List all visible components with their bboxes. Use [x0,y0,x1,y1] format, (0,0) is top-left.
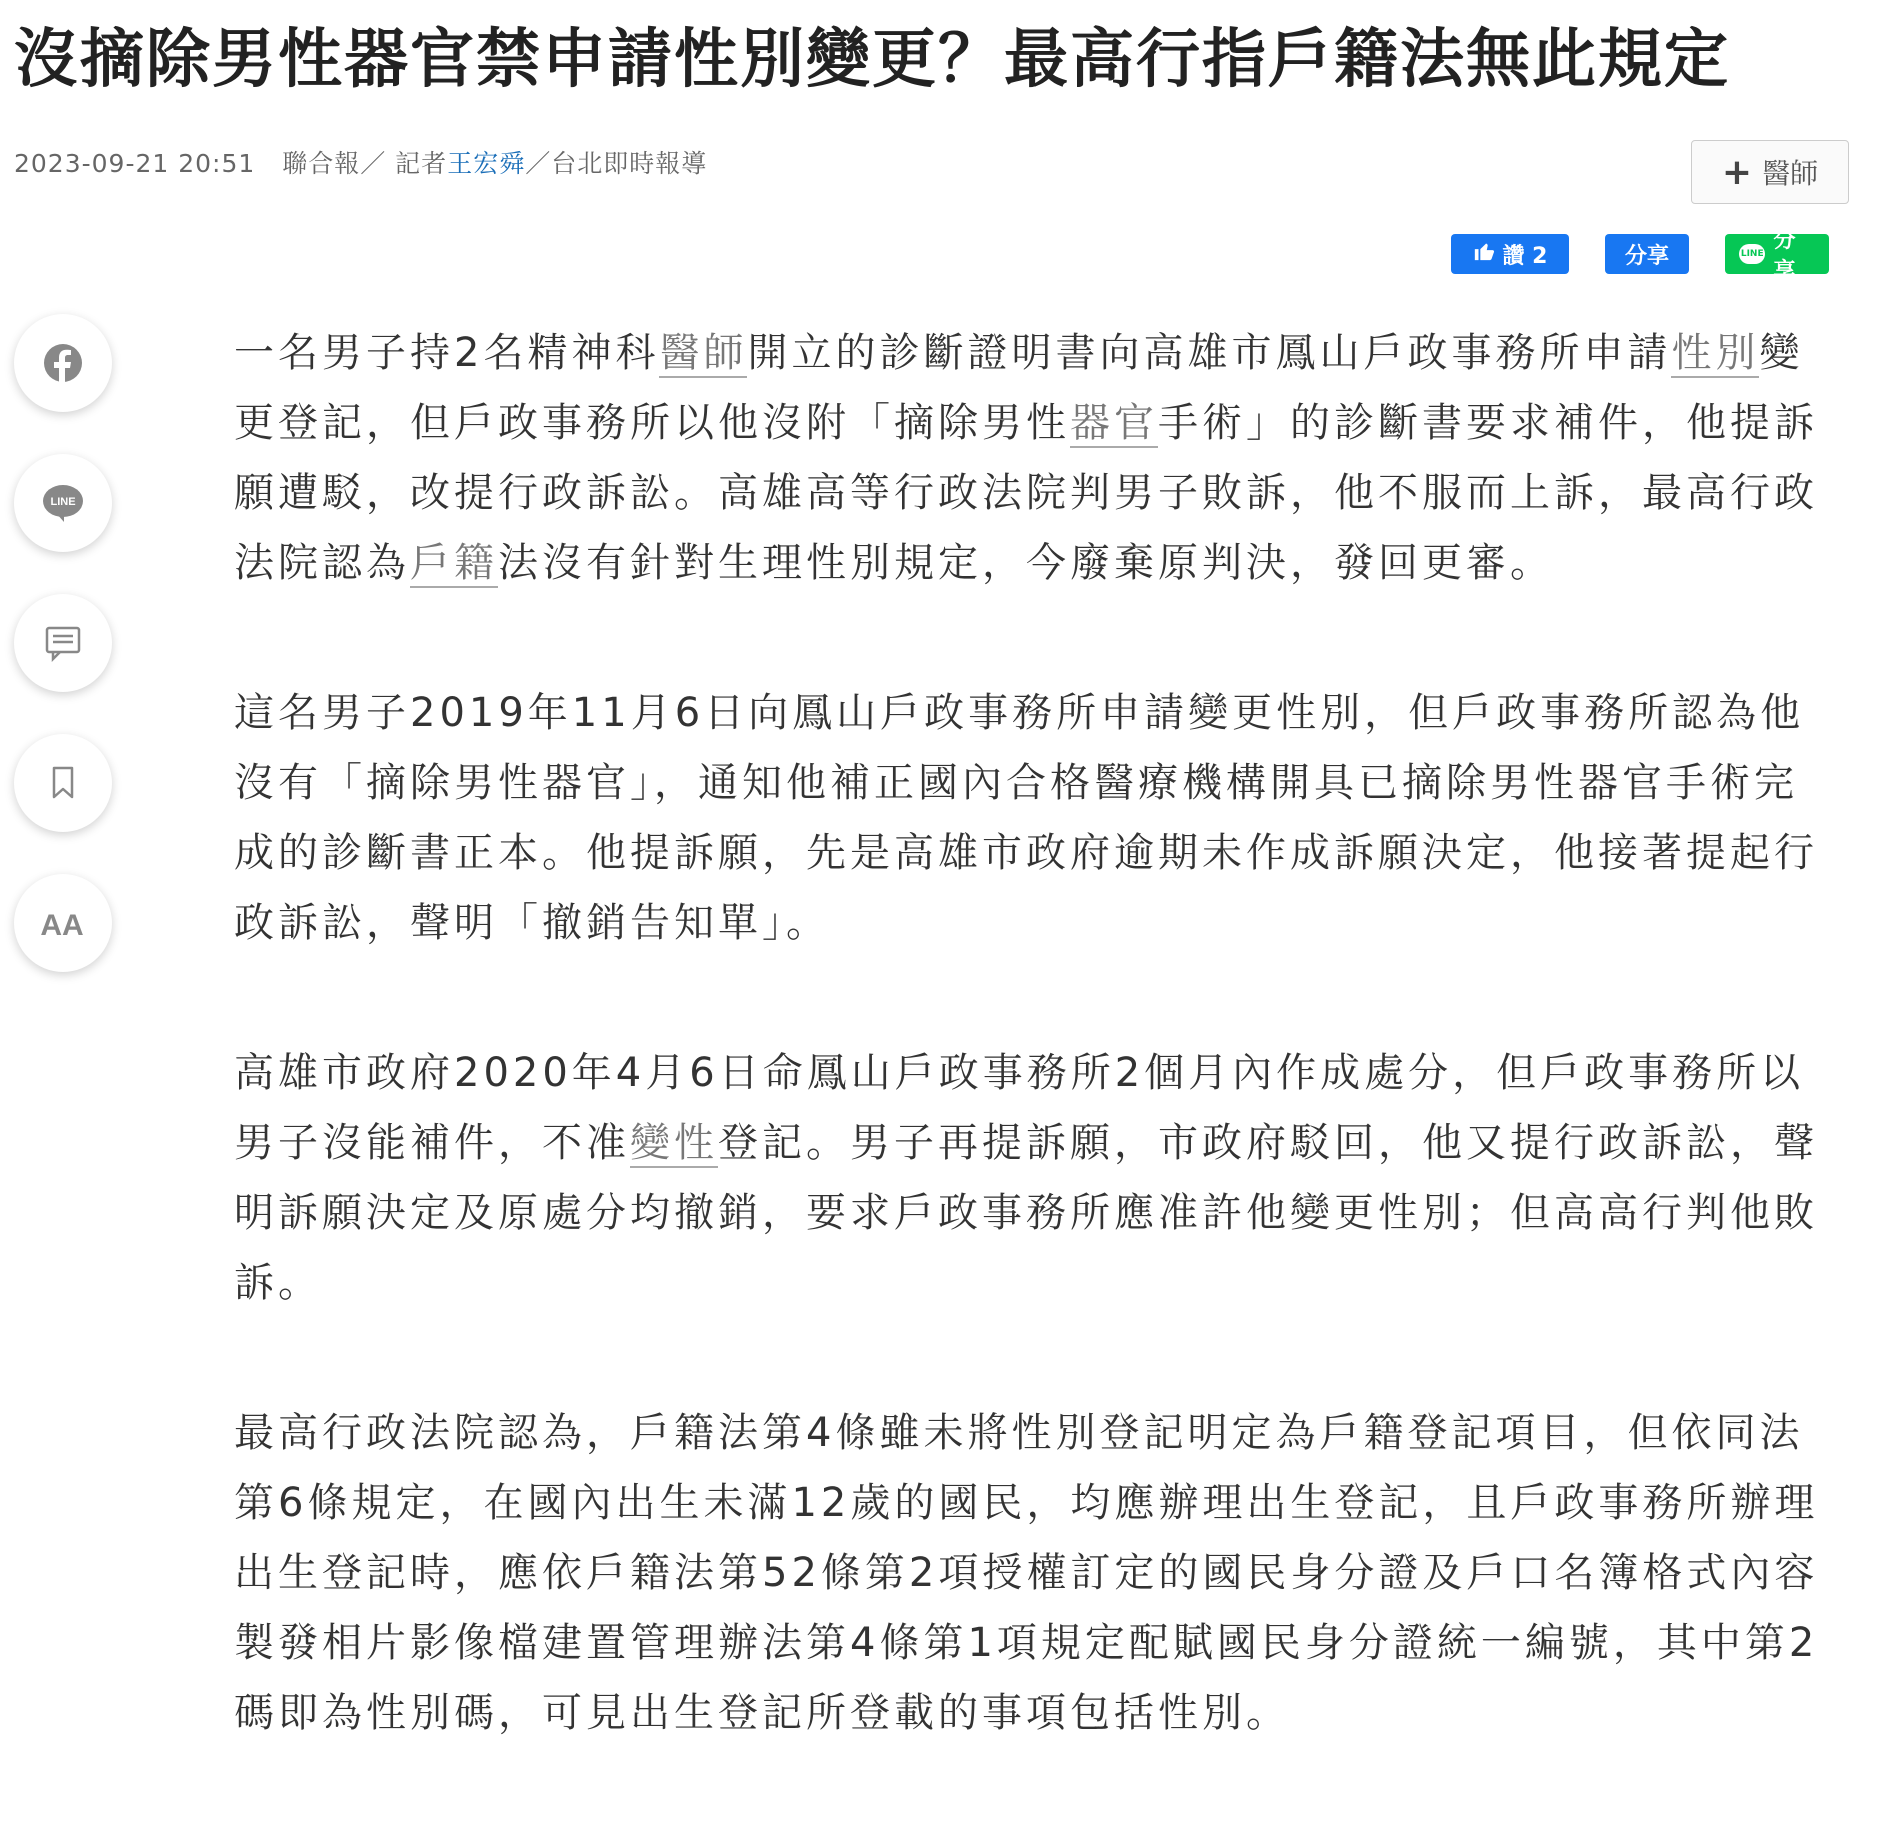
facebook-icon [43,343,83,383]
follow-tag-button[interactable] [1691,140,1849,204]
font-size-circle[interactable] [14,874,112,972]
facebook-share-button[interactable] [1605,234,1689,274]
article-paragraph: 這名男子2019年11月6日向鳳山戶政事務所申請變更性別，但戶政事務所認為他沒有「摘除男性器官」，通知他補正國內合格醫療機構開具已摘除男性器官手術完成的診斷書正本。他提訴願，先是高雄市政府逾期未作成訴願決定，他接著提起行政訴訟，聲明「撤銷告知單」。 [234,690,1818,946]
font-size-icon [40,903,86,943]
reporter-link[interactable]: 王宏舜 [447,149,526,178]
svg-text:LINE: LINE [50,496,76,508]
social-share-bar [1451,228,1829,284]
comment-circle[interactable] [14,594,112,692]
line-logo-icon: LINE [1739,244,1765,264]
svg-text:AA: AA [40,909,84,942]
line-icon [42,483,84,523]
plus-icon: + [1721,151,1753,193]
article-paragraph: 最高行政法院認為，戶籍法第4條雖未將性別登記明定為戶籍登記項目，但依同法第6條規定，在國內出生未滿12歲的國民，均應辦理出生登記，且戶政事務所辦理出生登記時，應依戶籍法第52條第2項授權訂定的國民身分證及戶口名簿格式內容製發相片影像檔建置管理辦法第4條第1項規定配賦國民身分證統一編號，其中第2碼即為性別碼，可見出生登記所登載的事項包括性別。 [234,1410,1819,1736]
source-label: 聯合報／ 記者 [282,149,448,178]
comment-icon [43,623,83,663]
line-share-label: 分享 [1773,228,1796,284]
article-meta [14,144,707,180]
line-share-button[interactable] [1725,228,1829,284]
like-count-label: 讚 2 [1502,243,1548,269]
keyword-link[interactable]: 變性 [630,1120,718,1166]
facebook-share-circle[interactable] [14,314,112,412]
line-share-circle[interactable] [14,454,112,552]
bookmark-icon [47,765,79,801]
facebook-share-label: 分享 [1624,243,1669,269]
article-body [234,318,1832,1828]
side-action-rail [14,314,112,1014]
facebook-like-button[interactable] [1451,234,1569,274]
keyword-link[interactable]: 戶籍 [410,540,498,586]
bookmark-circle[interactable] [14,734,112,832]
article-headline: 沒摘除男性器官禁申請性別變更？最高行指戶籍法無此規定 [14,23,1730,97]
keyword-link[interactable]: 性別 [1671,330,1760,376]
publish-datetime: 2023-09-21 20:51 [14,149,256,178]
article-paragraph: 高雄市政府2020年4月6日命鳳山戶政事務所2個月內作成處分，但戶政事務所以男子沒能補件，不准變性登記。男子再提訴願，市政府駁回，他又提行政訴訟，聲明訴願決定及原處分均撤銷，要求戶政事務所應准許他變更性別；但高高行判他敗訴。 [234,1050,1818,1306]
keyword-link[interactable]: 器官 [1070,400,1158,446]
location-label: ／台北即時報導 [525,149,708,178]
article-paragraph: 一名男子持2名精神科醫師開立的診斷證明書向高雄市鳳山戶政事務所申請性別變更登記，但戶政事務所以他沒附「摘除男性器官手術」的診斷書要求補件，他提訴願遭駁，改提行政訴訟。高雄高等行政法院判男子敗訴，他不服而上訴，最高行政法院認為戶籍法沒有針對生理性別規定，今廢棄原判決，發回更審。 [234,330,1818,586]
thumbs-up-icon [1473,240,1495,268]
keyword-link[interactable]: 醫師 [659,330,748,376]
follow-tag-label: 醫師 [1762,157,1819,190]
